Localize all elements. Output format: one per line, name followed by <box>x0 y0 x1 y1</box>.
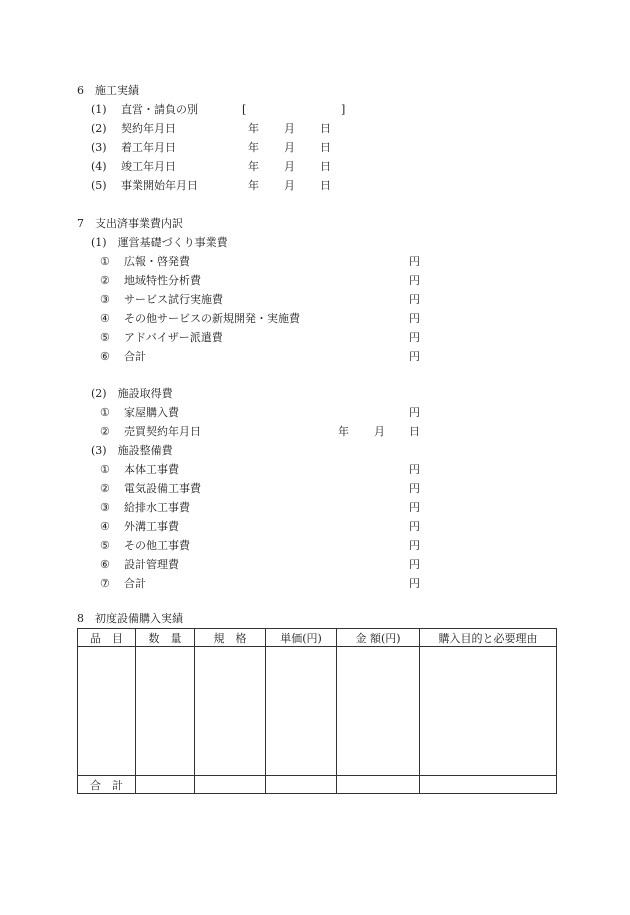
day-label: 日 <box>409 425 420 438</box>
item-number: ⑤ <box>100 331 110 344</box>
subsection-1-title: (1) 運営基礎づくり事業費 <box>91 236 228 249</box>
month-label: 月 <box>284 141 295 154</box>
item-label: その他工事費 <box>124 539 190 552</box>
yen-unit: 円 <box>409 577 420 590</box>
yen-unit: 円 <box>409 482 420 495</box>
year-label: 年 <box>248 122 259 135</box>
day-label: 日 <box>320 122 331 135</box>
item-label: 広報・啓発費 <box>124 255 190 268</box>
item-number: ② <box>100 274 110 287</box>
yen-unit: 円 <box>409 331 420 344</box>
item-label: アドバイザー派遣費 <box>124 331 223 344</box>
day-label: 日 <box>320 160 331 173</box>
section-7-heading: 7 支出済事業費内訳 <box>77 217 183 230</box>
item-label: サービス試行実施費 <box>124 293 223 306</box>
item-number: ① <box>100 463 110 476</box>
section-8-heading: 8 初度設備購入実績 <box>77 612 183 625</box>
item-number: ④ <box>100 312 110 325</box>
yen-unit: 円 <box>409 274 420 287</box>
year-label: 年 <box>248 160 259 173</box>
total-unit-price-cell[interactable] <box>266 776 337 794</box>
yen-unit: 円 <box>409 539 420 552</box>
subsection-3-title: (3) 施設整備費 <box>91 444 173 457</box>
purpose-cell[interactable] <box>420 647 557 776</box>
item-number: ⑤ <box>100 539 110 552</box>
col-header-quantity: 数 量 <box>136 629 195 647</box>
row-label: 事業開始年月日 <box>121 179 198 192</box>
row-number: (1) <box>91 103 107 116</box>
row-label: 直営・請負の別 <box>121 103 198 116</box>
col-header-amount: 金 額(円) <box>337 629 420 647</box>
total-amount-cell[interactable] <box>337 776 420 794</box>
item-cell[interactable] <box>78 647 136 776</box>
item-label: 電気設備工事費 <box>124 482 201 495</box>
yen-unit: 円 <box>409 350 420 363</box>
item-label: 外溝工事費 <box>124 520 179 533</box>
year-label: 年 <box>248 141 259 154</box>
table-body-row <box>78 647 557 776</box>
item-number: ① <box>100 255 110 268</box>
total-spec-cell[interactable] <box>195 776 266 794</box>
subsection-2-title: (2) 施設取得費 <box>91 387 173 400</box>
table-header-row <box>78 629 557 647</box>
bracket-close: ] <box>341 103 346 116</box>
amount-cell[interactable] <box>337 647 420 776</box>
spec-cell[interactable] <box>195 647 266 776</box>
yen-unit: 円 <box>409 463 420 476</box>
month-label: 月 <box>284 179 295 192</box>
total-purpose-cell[interactable] <box>420 776 557 794</box>
row-number: (2) <box>91 122 107 135</box>
col-header-spec: 規 格 <box>195 629 266 647</box>
item-number: ⑦ <box>100 577 110 590</box>
item-number: ③ <box>100 501 110 514</box>
row-number: (5) <box>91 179 107 192</box>
item-label: 設計管理費 <box>124 558 179 571</box>
quantity-cell[interactable] <box>136 647 195 776</box>
row-label: 竣工年月日 <box>121 160 176 173</box>
row-label: 着工年月日 <box>121 141 176 154</box>
bracket-open: [ <box>242 103 247 116</box>
day-label: 日 <box>320 141 331 154</box>
col-header-unit-price: 単価(円) <box>266 629 337 647</box>
col-header-purpose: 購入目的と必要理由 <box>420 629 557 647</box>
yen-unit: 円 <box>409 255 420 268</box>
item-label: 家屋購入費 <box>124 406 179 419</box>
month-label: 月 <box>374 425 385 438</box>
item-label: その他サービスの新規開発・実施費 <box>124 312 300 325</box>
section-6-heading: 6 施工実績 <box>77 84 139 97</box>
item-label: 地域特性分析費 <box>124 274 201 287</box>
item-number: ① <box>100 406 110 419</box>
item-number: ② <box>100 425 110 438</box>
unit-price-cell[interactable] <box>266 647 337 776</box>
item-number: ③ <box>100 293 110 306</box>
table-total-row <box>78 776 557 794</box>
row-number: (4) <box>91 160 107 173</box>
item-number: ⑥ <box>100 558 110 571</box>
month-label: 月 <box>284 160 295 173</box>
row-number: (3) <box>91 141 107 154</box>
item-label: 合計 <box>124 577 146 590</box>
yen-unit: 円 <box>409 293 420 306</box>
total-quantity-cell[interactable] <box>136 776 195 794</box>
item-label: 本体工事費 <box>124 463 179 476</box>
item-number: ④ <box>100 520 110 533</box>
total-label: 合 計 <box>78 776 136 794</box>
item-number: ② <box>100 482 110 495</box>
year-label: 年 <box>338 425 349 438</box>
yen-unit: 円 <box>409 520 420 533</box>
yen-unit: 円 <box>409 406 420 419</box>
yen-unit: 円 <box>409 558 420 571</box>
item-label: 給排水工事費 <box>124 501 190 514</box>
yen-unit: 円 <box>409 501 420 514</box>
item-label: 売買契約年月日 <box>124 425 201 438</box>
month-label: 月 <box>284 122 295 135</box>
item-label: 合計 <box>124 350 146 363</box>
year-label: 年 <box>248 179 259 192</box>
equipment-table <box>77 628 557 794</box>
col-header-item: 品 目 <box>78 629 136 647</box>
yen-unit: 円 <box>409 312 420 325</box>
row-label: 契約年月日 <box>121 122 176 135</box>
item-number: ⑥ <box>100 350 110 363</box>
day-label: 日 <box>320 179 331 192</box>
